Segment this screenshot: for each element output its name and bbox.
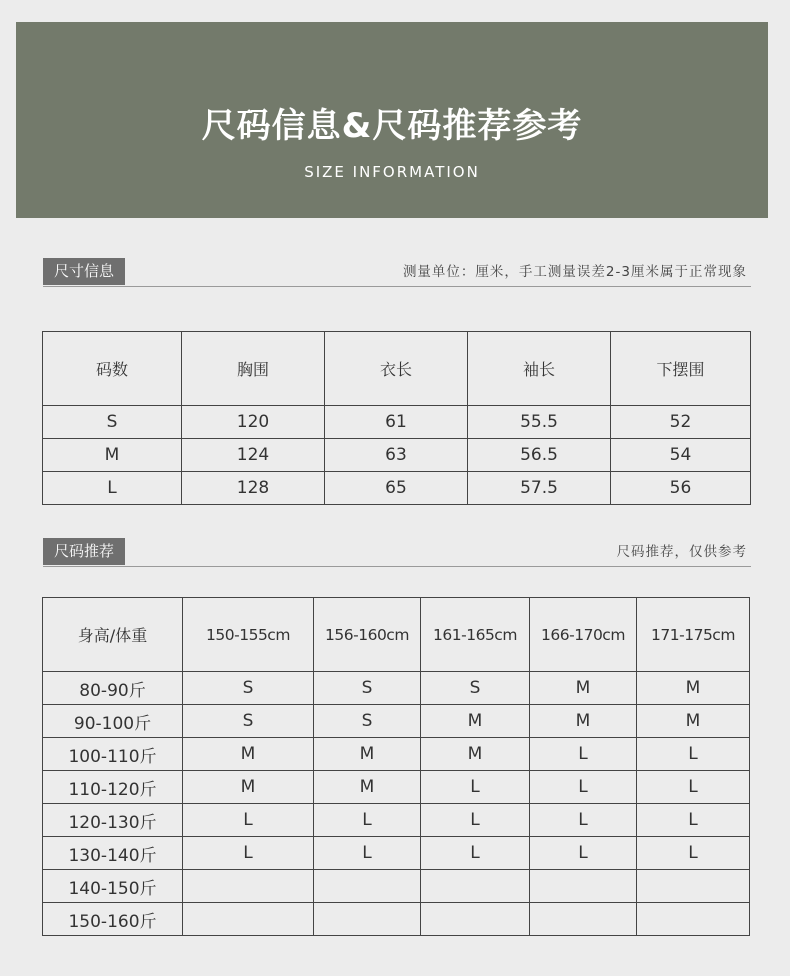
table-cell: M bbox=[314, 771, 421, 804]
table-row bbox=[43, 672, 750, 705]
table-cell: M bbox=[530, 672, 637, 705]
table-cell: S bbox=[183, 672, 314, 705]
column-header: 胸围 bbox=[182, 332, 325, 406]
table-cell: S bbox=[183, 705, 314, 738]
column-header: 171-175cm bbox=[637, 598, 750, 672]
column-header: 身高/体重 bbox=[43, 598, 183, 672]
page-title: 尺码信息&尺码推荐参考 bbox=[201, 106, 583, 146]
table-cell: 54 bbox=[611, 439, 751, 472]
table-cell: L bbox=[637, 804, 750, 837]
column-header: 161-165cm bbox=[421, 598, 530, 672]
column-header: 袖长 bbox=[468, 332, 611, 406]
table-cell: M bbox=[183, 771, 314, 804]
table-cell: L bbox=[530, 837, 637, 870]
table-row bbox=[43, 804, 750, 837]
size-info-section-header bbox=[43, 258, 751, 287]
table-cell: L bbox=[530, 804, 637, 837]
table-cell: 120 bbox=[182, 406, 325, 439]
table-cell bbox=[314, 903, 421, 936]
table-cell bbox=[183, 870, 314, 903]
table-cell: M bbox=[637, 672, 750, 705]
size-info-body bbox=[43, 406, 751, 505]
row-label-cell: 110-120斤 bbox=[43, 771, 183, 804]
size-recommend-table bbox=[42, 597, 750, 936]
column-header: 码数 bbox=[43, 332, 182, 406]
table-row bbox=[43, 738, 750, 771]
table-cell bbox=[314, 870, 421, 903]
table-cell bbox=[183, 903, 314, 936]
row-label-cell: S bbox=[43, 406, 182, 439]
table-row bbox=[43, 837, 750, 870]
table-cell: M bbox=[183, 738, 314, 771]
table-cell bbox=[421, 903, 530, 936]
table-cell: L bbox=[421, 804, 530, 837]
size-info-tag: 尺寸信息 bbox=[43, 258, 125, 285]
table-cell: 61 bbox=[325, 406, 468, 439]
table-cell bbox=[637, 903, 750, 936]
table-cell: M bbox=[421, 705, 530, 738]
table-cell: 124 bbox=[182, 439, 325, 472]
table-cell: 57.5 bbox=[468, 472, 611, 505]
table-row bbox=[43, 406, 751, 439]
table-row bbox=[43, 903, 750, 936]
table-cell bbox=[530, 903, 637, 936]
table-cell: L bbox=[421, 837, 530, 870]
table-cell: 128 bbox=[182, 472, 325, 505]
row-label-cell: 140-150斤 bbox=[43, 870, 183, 903]
table-cell: S bbox=[314, 672, 421, 705]
column-header: 150-155cm bbox=[183, 598, 314, 672]
size-recommend-note: 尺码推荐，仅供参考 bbox=[616, 544, 747, 560]
table-cell: M bbox=[530, 705, 637, 738]
size-recommend-header-row bbox=[43, 598, 750, 672]
table-cell: 56.5 bbox=[468, 439, 611, 472]
table-row bbox=[43, 870, 750, 903]
table-cell: L bbox=[421, 771, 530, 804]
table-cell: L bbox=[183, 804, 314, 837]
column-header: 下摆围 bbox=[611, 332, 751, 406]
header-banner bbox=[16, 22, 768, 218]
table-cell bbox=[421, 870, 530, 903]
table-cell: L bbox=[314, 837, 421, 870]
table-cell: L bbox=[637, 771, 750, 804]
table-row bbox=[43, 705, 750, 738]
row-label-cell: 80-90斤 bbox=[43, 672, 183, 705]
table-cell: 56 bbox=[611, 472, 751, 505]
table-cell: L bbox=[183, 837, 314, 870]
row-label-cell: 150-160斤 bbox=[43, 903, 183, 936]
row-label-cell: M bbox=[43, 439, 182, 472]
size-info-note: 测量单位：厘米，手工测量误差2-3厘米属于正常现象 bbox=[402, 264, 747, 280]
column-header: 156-160cm bbox=[314, 598, 421, 672]
table-row bbox=[43, 771, 750, 804]
row-label-cell: 130-140斤 bbox=[43, 837, 183, 870]
table-cell: L bbox=[314, 804, 421, 837]
row-label-cell: 100-110斤 bbox=[43, 738, 183, 771]
table-row bbox=[43, 472, 751, 505]
row-label-cell: 120-130斤 bbox=[43, 804, 183, 837]
row-label-cell: 90-100斤 bbox=[43, 705, 183, 738]
table-cell: 55.5 bbox=[468, 406, 611, 439]
table-row bbox=[43, 439, 751, 472]
table-cell: M bbox=[637, 705, 750, 738]
table-cell: M bbox=[421, 738, 530, 771]
table-cell: L bbox=[637, 738, 750, 771]
table-cell: L bbox=[637, 837, 750, 870]
table-cell bbox=[530, 870, 637, 903]
table-cell: 65 bbox=[325, 472, 468, 505]
size-recommend-body bbox=[43, 672, 750, 936]
page-subtitle: SIZE INFORMATION bbox=[304, 163, 480, 181]
table-cell: M bbox=[314, 738, 421, 771]
table-cell: S bbox=[314, 705, 421, 738]
row-label-cell: L bbox=[43, 472, 182, 505]
column-header: 衣长 bbox=[325, 332, 468, 406]
size-info-table bbox=[42, 331, 751, 505]
table-cell: L bbox=[530, 738, 637, 771]
table-cell: 52 bbox=[611, 406, 751, 439]
table-cell: L bbox=[530, 771, 637, 804]
column-header: 166-170cm bbox=[530, 598, 637, 672]
size-recommend-tag: 尺码推荐 bbox=[43, 538, 125, 565]
size-recommend-section-header bbox=[43, 538, 751, 567]
table-cell: S bbox=[421, 672, 530, 705]
size-info-header-row bbox=[43, 332, 751, 406]
table-cell: 63 bbox=[325, 439, 468, 472]
table-cell bbox=[637, 870, 750, 903]
